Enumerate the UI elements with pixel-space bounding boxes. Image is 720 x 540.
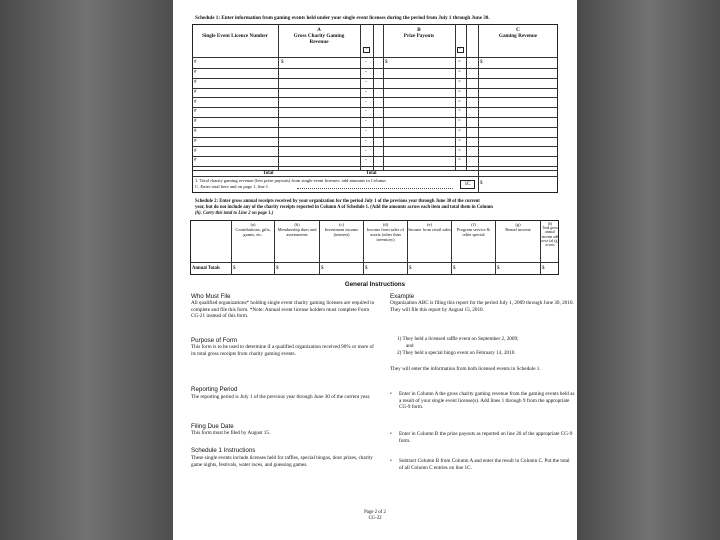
col-a-letter: A [317, 27, 321, 33]
bullet: • [390, 431, 392, 437]
equals-sign: = [458, 60, 461, 65]
s2-dollar: $ [409, 266, 412, 271]
bullet: • [390, 391, 392, 397]
document-page [173, 0, 577, 540]
example-body: Organization ABC is filing this report for the period July 1, 2009 through June 30, 2010. They will file this report by August 15, 2010. [390, 300, 574, 313]
schedule1-instructions-body: These single events include licenses held for raffles, special bingos, door prizes, charity game nights, festivals, water races, and guessing games. [191, 455, 373, 468]
purpose-body: This form is to be used to determine if a qualified organization received 90% or more of its total gross receipts from charity gaming events. [191, 344, 374, 357]
row-marker: # [194, 138, 197, 144]
bullet: • [390, 458, 392, 464]
minus-header-sign: - [363, 47, 370, 53]
equals-sign: = [458, 138, 461, 144]
col-c-header: Gaming Revenue [498, 33, 538, 39]
minus-sign: - [365, 89, 367, 95]
s2-col-a: (a) Contributions, gifts, grants, etc. [235, 222, 271, 237]
equals-sign: = [458, 80, 461, 85]
dollar-sign-a: $ [281, 60, 284, 65]
row-marker: # [194, 60, 197, 65]
minus-sign: - [365, 60, 367, 65]
col-c-letter: C [516, 27, 520, 33]
schedule1-heading: Schedule 1: Enter information from gaming events held under your single event licenses during the period from July 1 through June 30. [195, 15, 490, 21]
schedule2-heading-1: Schedule 2: Enter gross annual receipts received by your organization for the period July 1 of the previous year through June 30 of the current [195, 199, 480, 204]
minus-sign: - [365, 80, 367, 85]
s2-col-c: (c) Investment income (interest) [324, 222, 359, 237]
s2-dollar: $ [233, 266, 236, 271]
equals-sign: = [458, 109, 461, 114]
s2-col-f: (f) Program service & other special [456, 222, 491, 237]
bullet-column-c: Subtract Column B from Column A and enter the result in Column C. Put the total of all Column C entries on line 1C. [399, 458, 570, 471]
minus-sign: - [365, 99, 367, 105]
purpose-title: Purpose of Form [191, 337, 238, 344]
equals-sign: = [458, 89, 461, 95]
minus-sign: - [365, 109, 367, 114]
col-licence-header: Single Event Licence Number [202, 33, 268, 39]
s2-col-b: (b) Membership dues and assessments [277, 222, 317, 237]
footer-form: CG-22 [368, 516, 382, 521]
total-a-label: Total [263, 171, 274, 176]
schedule2-heading-3: (h). Carry this total to Line 2 on page 1.) [195, 211, 274, 216]
bullet-column-a: Enter in Column A the gross charity gaming revenue from the gaming events held as a result of your single event license(s). Add lines 1 through 9 from the appropriate CG-9 form. [399, 391, 575, 411]
dollar-sign-c: $ [480, 60, 483, 65]
example-enter: They will enter the information from both licensed events in Schedule 1. [390, 366, 541, 372]
s2-dollar: $ [453, 266, 456, 271]
filing-due-title: Filing Due Date [191, 423, 234, 430]
s2-dollar: $ [497, 266, 500, 271]
minus-sign: - [365, 138, 367, 144]
equals-sign: = [458, 70, 461, 75]
equals-sign: = [458, 148, 461, 154]
s2-dollar: $ [365, 266, 368, 271]
reporting-period-body: The reporting period is July 1 of the previous year through June 30 of the current year. [191, 394, 371, 400]
minus-sign: - [365, 129, 367, 134]
line-1c-ref: 1C [460, 180, 475, 189]
minus-sign: - [365, 70, 367, 75]
row-marker: # [194, 99, 197, 105]
total-c-dollar: $ [480, 181, 483, 186]
row-marker: # [194, 158, 197, 163]
equals-sign: = [458, 129, 461, 134]
left-backdrop [0, 0, 173, 540]
minus-sign: - [365, 148, 367, 154]
total-b-label: Total [366, 171, 377, 176]
example-item-1: 1) They held a licensed raffle event on September 2, 2009; [397, 336, 519, 342]
right-backdrop [577, 0, 720, 540]
s2-col-g: (g) Rental income [505, 222, 531, 232]
s2-col-h: (h) Total gross annual income add rows (a)-(g) across [541, 222, 559, 248]
who-must-file-body: All qualified organizations* holding single event charity gaming licenses are required to complete and file this form. *Note: Annual event license holders must complete Form CG-21 instead of this form. [191, 300, 375, 320]
footer-page: Page 2 of 2 [364, 510, 386, 515]
s2-dollar: $ [321, 266, 324, 271]
row-marker: # [194, 129, 197, 134]
who-must-file-title: Who Must File [191, 293, 231, 300]
schedule2-heading-2: year, but do not include any of the charity receipts reported in Column A of Schedule 1. (Add the amounts across each item and total them in Column [195, 205, 493, 210]
minus-sign: - [365, 119, 367, 124]
schedule1-instructions-title: Schedule 1 Instructions [191, 447, 256, 454]
minus-sign: - [365, 158, 367, 163]
filing-due-body: This form must be filed by August 15. [191, 430, 271, 436]
equals-header-sign: = [457, 47, 464, 53]
example-item-2: 2) They held a special bingo event on February 14, 2010. [397, 350, 516, 356]
row-marker: # [194, 70, 197, 75]
annual-totals-label: Annual Totals [192, 266, 221, 271]
total-note-line2: C. Enter total here and on page 1, line 1. [195, 184, 270, 189]
dollar-sign-b: $ [385, 60, 388, 65]
row-marker: # [194, 109, 197, 114]
example-title: Example [390, 293, 415, 300]
schedule1-table [192, 24, 558, 193]
s2-col-d: (d) Income from sales of assets (other than inventory) [366, 222, 405, 242]
row-marker: # [194, 119, 197, 124]
example-and: and [406, 343, 414, 349]
row-marker: # [194, 80, 197, 85]
col-a-header: Gross Charity Gaming Revenue [293, 33, 345, 45]
col-b-header: Prize Payouts [403, 33, 435, 39]
general-instructions-title: General Instructions [344, 281, 406, 288]
equals-sign: = [458, 158, 461, 163]
reporting-period-title: Reporting Period [191, 386, 238, 393]
col-b-letter: B [417, 27, 421, 33]
equals-sign: = [458, 99, 461, 105]
s2-col-e: (e) Income from retail sales [408, 222, 451, 232]
total-note-line1: 1. Total charity gaming revenue (less prize payouts) from single event licenses: add amounts in Column [195, 178, 386, 183]
s2-dollar: $ [542, 266, 545, 271]
equals-sign: = [458, 119, 461, 124]
row-marker: # [194, 89, 197, 95]
row-marker: # [194, 148, 197, 154]
s2-dollar: $ [276, 266, 279, 271]
bullet-column-b: Enter in Column B the prize payouts as reported on line 20 of the appropriate CG-9 form. [399, 431, 573, 444]
